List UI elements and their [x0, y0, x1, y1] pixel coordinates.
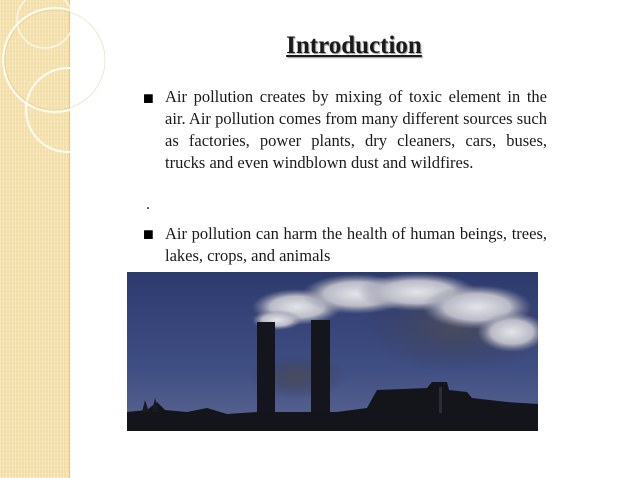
chimney-left — [257, 322, 275, 417]
bullet-text-1: Air pollution creates by mixing of toxic element in the air. Air pollution comes from many different sources such as factories, power plants, dry cleaners, cars, buses, trucks and even windblown dust and wildfires. — [165, 87, 547, 172]
bullet-text-2: Air pollution can harm the health of human beings, trees, lakes, crops, and animals — [165, 224, 547, 265]
chimney-right — [311, 320, 330, 417]
slide-title: Introduction — [286, 32, 422, 59]
strip-edge — [69, 0, 70, 478]
separator-dot: . — [146, 196, 150, 213]
filled-square-bullet-icon: ■ — [143, 88, 154, 108]
smokestacks-emitting-smoke-photo — [127, 272, 538, 431]
tower-silhouette — [439, 387, 442, 413]
left-decorative-strip — [0, 0, 70, 478]
filled-square-bullet-icon: ■ — [143, 224, 154, 244]
